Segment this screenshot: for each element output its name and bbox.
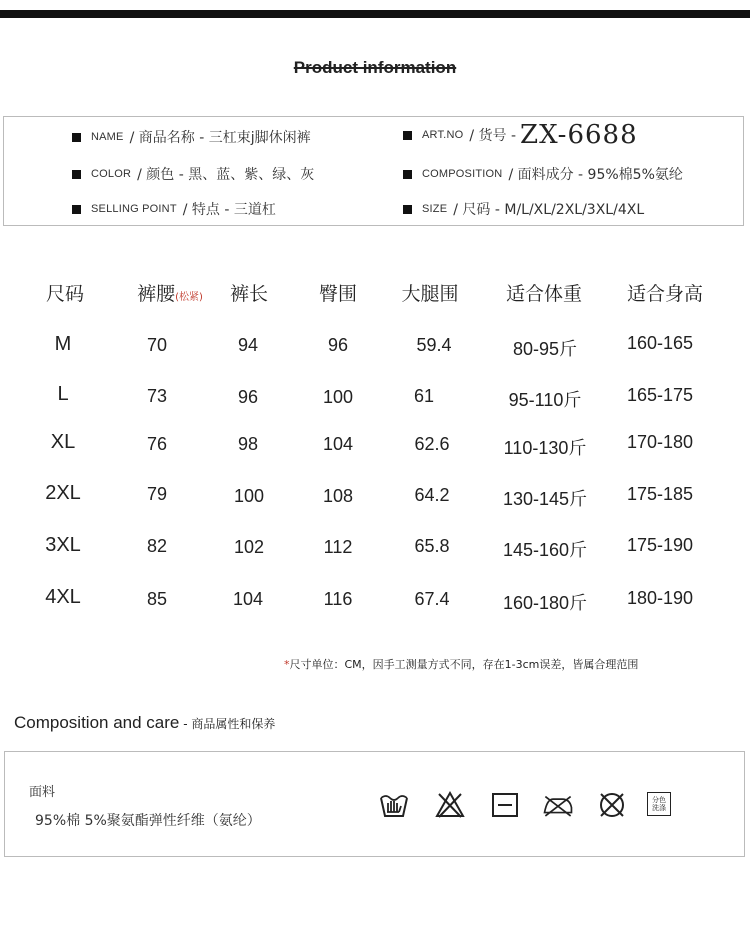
header-hip: 臀围 [318,283,358,305]
table-cell: 79 [146,484,168,504]
header-waist [137,279,203,306]
name-value: / 商品名称 - 三杠束j脚休闲裤 [129,130,311,146]
selling-point-value: / 特点 - 三道杠 [182,202,276,218]
table-cell: 110-130斤 [503,438,587,458]
composition-label: COMPOSITION [422,168,503,180]
header-thigh: 大腿围 [401,283,459,305]
selling-point-label: SELLING POINT [91,203,177,215]
table-cell: 67.4 [414,589,450,609]
table-cell: 145-160斤 [502,540,588,560]
page-title: Product information [293,58,457,77]
wash-separately-icon [647,792,671,816]
table-cell: 104 [322,434,354,454]
header-waist-label: 裤腰 [137,283,176,305]
composition-title-text: Composition and care [14,713,180,732]
color-value: / 颜色 - 黑、蓝、紫、绿、灰 [137,167,315,183]
artno-value: ZX-6688 [520,120,638,150]
footnote-star: * [284,658,290,671]
composition-section-title [14,713,275,733]
table-cell: 102 [233,537,265,557]
table-cell: 180-190 [626,588,694,608]
hand-wash-icon [378,790,410,820]
table-cell: 96 [237,387,259,407]
table-cell: L [57,383,69,405]
flat-dry-icon [489,790,521,820]
header-weight: 适合体重 [505,283,583,305]
info-composition [403,164,683,184]
wash-separately-text: 分色洗涤 [652,796,666,812]
measurement-footnote [284,656,638,672]
table-cell: 61 [413,386,435,406]
fabric-label: 面料 [29,785,56,800]
table-cell: 100 [322,387,354,407]
table-cell: 170-180 [626,432,694,452]
table-cell: 73 [146,386,168,406]
table-cell: 70 [146,335,168,355]
info-selling-point [72,199,276,219]
do-not-tumble-dry-icon [596,790,628,820]
table-cell: 64.2 [414,485,450,505]
header-length: 裤长 [229,283,269,305]
composition-subtitle: - 商品属性和保养 [179,717,276,731]
do-not-bleach-icon [434,790,466,820]
table-cell: 65.8 [414,536,450,556]
info-color [72,164,314,184]
artno-label: ART.NO [422,129,464,141]
table-cell: 175-190 [626,535,694,555]
table-cell: 100 [233,486,265,506]
table-cell: 95-110斤 [508,390,582,410]
bullet-square-icon [72,170,81,179]
table-cell: XL [50,431,76,453]
table-cell: 165-175 [626,385,694,405]
table-cell: 80-95斤 [512,339,578,359]
table-cell: 116 [323,589,353,609]
info-size [403,199,644,219]
table-cell: 62.6 [414,434,450,454]
table-cell: 96 [327,335,349,355]
table-cell: 3XL [45,534,81,556]
table-cell: 85 [146,589,168,609]
fabric-value: 95%棉 5%聚氨酯弹性纤维（氨纶） [35,813,261,829]
bullet-square-icon [72,205,81,214]
table-cell: 104 [232,589,264,609]
bullet-square-icon [403,205,412,214]
top-bar [0,10,750,18]
table-cell: 160-165 [626,333,694,353]
composition-care-box [4,751,745,857]
info-name [72,127,311,147]
table-cell: 175-185 [626,484,694,504]
table-cell: 108 [322,486,354,506]
header-size: 尺码 [45,283,85,305]
bullet-square-icon [403,170,412,179]
header-height: 适合身高 [626,283,704,305]
name-label: NAME [91,131,124,143]
bullet-square-icon [72,133,81,142]
table-cell: 59.4 [416,335,452,355]
table-cell: 4XL [45,586,81,608]
table-cell: 160-180斤 [502,593,588,613]
do-not-iron-icon [542,790,574,820]
size-label: SIZE [422,203,448,215]
table-cell: 112 [323,537,353,557]
footnote-text: 尺寸单位：CM，因手工测量方式不同，存在1-3cm误差，皆属合理范围 [289,658,639,671]
table-cell: 2XL [45,482,81,504]
bullet-square-icon [403,131,412,140]
table-cell: 94 [237,335,259,355]
info-artno [403,120,638,150]
artno-prefix: / 货号 - [469,128,517,144]
size-value: / 尺码 - M/L/XL/2XL/3XL/4XL [453,202,645,218]
table-cell: 82 [146,536,168,556]
table-cell: 98 [237,434,259,454]
composition-value: / 面料成分 - 95%棉5%氨纶 [508,167,683,183]
color-label: COLOR [91,168,132,180]
table-cell: 130-145斤 [502,489,588,509]
table-cell: 76 [146,434,168,454]
header-waist-note: (松紧) [175,292,203,303]
table-cell: M [54,333,72,355]
